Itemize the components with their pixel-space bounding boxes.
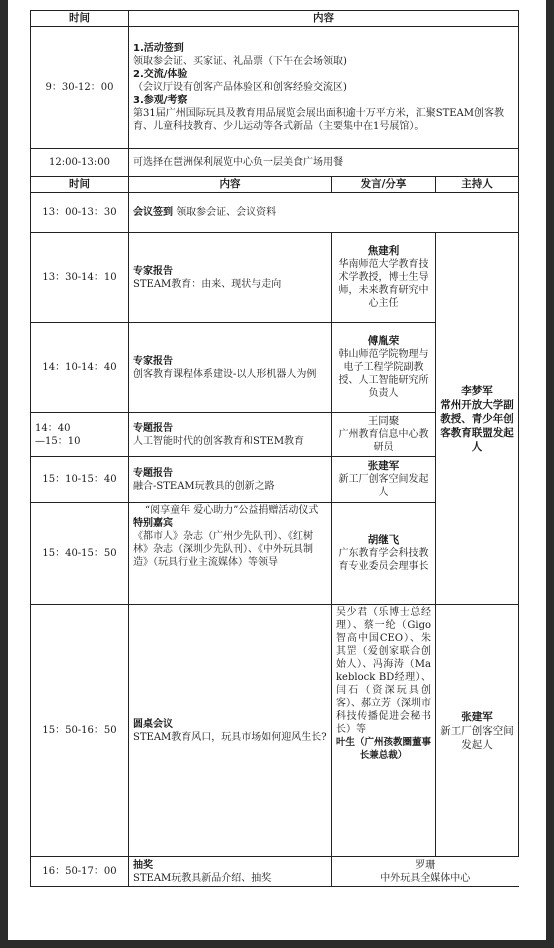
speaker-name: 王同聚 xyxy=(367,415,400,427)
agenda-table xyxy=(30,10,519,887)
row-content xyxy=(129,503,332,605)
row-title: 专题报告 xyxy=(133,467,173,479)
speaker-name: 胡继飞 xyxy=(367,534,400,546)
morning-time: 9：30-12：00 xyxy=(31,27,129,149)
row-content xyxy=(129,193,519,233)
item2-text: （会议厅设有创客产品体验区和创客经验交流区) xyxy=(133,82,347,93)
speaker-cell xyxy=(332,233,436,323)
row-time: 15：40-15：50 xyxy=(31,503,129,605)
row-time: 14：10-14：40 xyxy=(31,323,129,413)
item1-title: 1.活动签到 xyxy=(133,43,184,54)
row-time xyxy=(31,413,129,457)
row-text: STEAM教育风口，玩具市场如何迎风生长? xyxy=(133,731,327,743)
speaker-desc: 新工厂创客空间发起人 xyxy=(338,474,429,498)
speaker-name: 焦建利 xyxy=(367,245,400,257)
agenda-row xyxy=(31,605,519,857)
speaker-cell xyxy=(332,605,436,857)
lunch-time: 12:00-13:00 xyxy=(31,149,129,177)
row-time: 15：50-16：50 xyxy=(31,605,129,857)
lunch-text: 可选择在琶洲保利展览中心负一层美食广场用餐 xyxy=(129,149,519,177)
document-page xyxy=(8,0,546,940)
sub-header-time: 时间 xyxy=(31,177,129,193)
sub-header-row xyxy=(31,177,519,193)
speaker-desc: 韩山师范学院物理与电子工程学院副教授、人工智能研究所负责人 xyxy=(338,349,429,399)
item3-text: 第31届广州国际玩具及教育用品展览会展出面积逾十万平方米，汇聚STEAM创客教育、儿童科技教育、少儿运动等各式新品（主要集中在1号展馆）。 xyxy=(133,108,505,132)
row-content xyxy=(129,605,332,857)
sub-header-host: 主持人 xyxy=(436,177,519,193)
row-content xyxy=(129,857,332,887)
host-name: 张建军 xyxy=(461,710,493,723)
top-header-row xyxy=(31,11,519,27)
row-content xyxy=(129,457,332,503)
sub-header-speaker: 发言/分享 xyxy=(332,177,436,193)
speaker-desc: 广州教育信息中心教研员 xyxy=(338,429,429,453)
header-time: 时间 xyxy=(31,11,129,27)
row-content xyxy=(129,413,332,457)
host-cell xyxy=(436,605,519,857)
row-time: 13：30-14：10 xyxy=(31,233,129,323)
row-time-end: —15：10 xyxy=(35,435,81,447)
agenda-row xyxy=(31,193,519,233)
speaker-desc: 广东教育学会科技教育专业委员会理事长 xyxy=(338,548,429,572)
speaker-name: 傅胤荣 xyxy=(367,335,400,347)
row-title: 圆桌会议 xyxy=(133,718,173,730)
host-cell xyxy=(436,233,519,605)
header-content: 内容 xyxy=(129,11,519,27)
speaker-cell xyxy=(332,323,436,413)
agenda-row xyxy=(31,857,519,887)
speaker-cell xyxy=(332,457,436,503)
speaker-name: 叶生（广州孩教圈董事长兼总裁） xyxy=(336,737,432,761)
row-title: 特别嘉宾 xyxy=(133,518,173,529)
row-time: 16：50-17：00 xyxy=(31,857,129,887)
row-title: 抽奖 xyxy=(133,859,153,871)
sub-header-content: 内容 xyxy=(129,177,332,193)
item3-title: 3.参观/考察 xyxy=(133,95,188,106)
item1-text: 领取参会证、买家证、礼品票（下午在会场领取) xyxy=(133,56,347,67)
row-text: STEAM教育：由来、现状与走向 xyxy=(133,278,282,290)
row-text: STEAM玩教具新品介绍、抽奖 xyxy=(133,872,272,884)
speaker-desc: 吴少君（乐博士总经理）、蔡一纶（Gigo智高中国CEO）、朱其罡（爱创家联合创始人）、冯海涛（Makeblock BD经理）、闫石（资深玩具创客）、郝立芳（深圳市科技传播促进会秘书长）等 xyxy=(336,607,431,735)
row-text: 《都市人》杂志（广州少先队刊）、《红树林》杂志（深圳少先队刊）、《中外玩具制造》（玩具行业主流媒体）等领导 xyxy=(133,531,313,568)
row-text: 人工智能时代的创客教育和STEM教育 xyxy=(133,435,305,447)
agenda-row xyxy=(31,233,519,323)
morning-row xyxy=(31,27,519,149)
speaker-desc: 华南师范大学教育技术学教授，博士生导师，未来教育研究中心主任 xyxy=(338,259,429,309)
row-title: 专家报告 xyxy=(133,355,173,367)
row-time-start: 14：40 xyxy=(35,422,71,434)
lunch-row xyxy=(31,149,519,177)
row-title: 专家报告 xyxy=(133,265,173,277)
row-content xyxy=(129,233,332,323)
speaker-name: 张建军 xyxy=(367,460,400,472)
row-text: 领取参会证、会议资料 xyxy=(176,207,277,218)
speaker-name: 罗珊 xyxy=(415,859,436,871)
host-desc: 常州开放大学副教授、青少年创客教育联盟发起人 xyxy=(440,398,514,453)
speaker-cell xyxy=(332,413,436,457)
row-text: 创客教育课程体系建设-以人形机器人为例 xyxy=(133,368,317,380)
speaker-desc: 中外玩具全媒体中心 xyxy=(380,872,471,884)
row-pre: “阅享童年 爱心助力”公益捐赠活动仪式 xyxy=(145,505,319,516)
speaker-cell xyxy=(332,857,519,887)
row-content xyxy=(129,323,332,413)
row-title: 会议签到 xyxy=(133,207,173,218)
row-text: 融合-STEAM玩教具的创新之路 xyxy=(133,480,275,492)
item2-title: 2.交流/体验 xyxy=(133,69,188,80)
morning-content xyxy=(129,27,519,149)
speaker-cell xyxy=(332,503,436,605)
row-time: 15：10-15：40 xyxy=(31,457,129,503)
host-desc: 新工厂创客空间发起人 xyxy=(440,724,514,751)
row-title: 专题报告 xyxy=(133,422,173,434)
row-time: 13：00-13：30 xyxy=(31,193,129,233)
host-name: 李梦军 xyxy=(461,384,493,397)
